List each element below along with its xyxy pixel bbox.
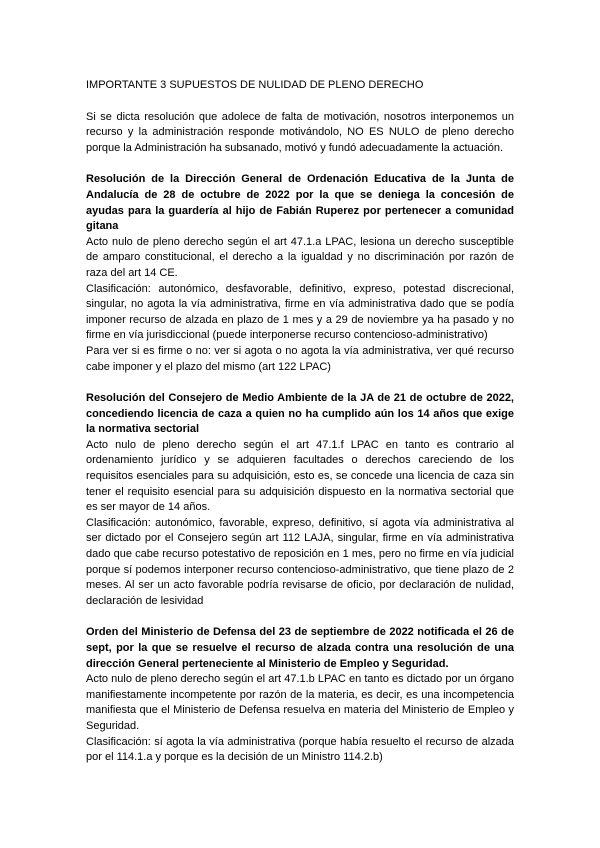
section-paragraph: Clasificación: autonómico, desfavorable, definitivo, expreso, potestad discrecional, singular, no agota la vía administrativa, firme en vía administrativa dado que se podía imponer recurso de alzada en plazo de 1 mes y a 29 de noviembre ya ha pasado y no firme en vía jurisdiccional (puede interponerse recurso contencioso-administrativo) <box>86 282 514 342</box>
section-paragraph: Acto nulo de pleno derecho según el art 47.1.b LPAC en tanto es dictado por un órgano manifiestamente incompetente por razón de la materia, es decir, es una incompetencia manifiesta que el Ministerio de Defensa resuelva en materia del Ministerio de Empleo y Seguridad. <box>86 673 514 732</box>
section-paragraph: Para ver si es firme o no: ver si agota o no agota la vía administrativa, ver qué recurso cabe imponer y el plazo del mismo (art 122 LPAC) <box>86 344 514 373</box>
section-paragraph: Acto nulo de pleno derecho según el art 47.1.f LPAC en tanto es contrario al ordenamiento jurídico y se adquieren facultades o derechos careciendo de los requisitos esenciales para su adquisición, esto es, se concede una licencia de caza sin tener el requisito esencial para su adquisición dispuesto en la normativa sectorial que es ser mayor de 14 años. <box>86 438 514 514</box>
section-paragraph: Clasificación: sí agota la vía administrativa (porque había resuelto el recurso de alzada por el 114.1.a y porque es la decisión de un Ministro 114.2.b) <box>86 735 514 764</box>
section-environment-resolution <box>86 391 514 609</box>
section-heading: Resolución de la Dirección General de Ordenación Educativa de la Junta de Andalucía de 28 de octubre de 2022 por la que se deniega la concesión de ayudas para la guardería al hijo de Fabián Ruperez por pertenecer a comunidad gitana <box>86 173 514 233</box>
section-education-resolution <box>86 172 514 375</box>
section-paragraph: Clasificación: autonómico, favorable, expreso, definitivo, sí agota vía administrativa al ser dictado por el Consejero según art 112 LAJA, singular, firme en vía administrativa dado que cabe recurso potestativo de reposición en 1 mes, pero no firme en vía judicial porque sí podemos interponer recurso contencioso-administrativo, que tiene plazo de 2 meses. Al ser un acto favorable podría revisarse de oficio, por declaración de nulidad, declaración de lesividad <box>86 516 514 607</box>
section-heading: Resolución del Consejero de Medio Ambiente de la JA de 21 de octubre de 2022, concediendo licencia de caza a quien no ha cumplido aún los 14 años que exige la normativa sectorial <box>86 392 514 436</box>
section-heading: Orden del Ministerio de Defensa del 23 de septiembre de 2022 notificada el 26 de sept, por la que se resuelve el recurso de alzada contra una resolución de una dirección General perteneciente al Ministerio de Empleo y Seguridad. <box>86 626 514 670</box>
intro-paragraph: Si se dicta resolución que adolece de falta de motivación, nosotros interponemos un recurso y la administración responde motivándolo, NO ES NULO de pleno derecho porque la Administración ha subsanado, motivó y fundó adecuadamente la actuación. <box>86 110 514 154</box>
document-page <box>86 78 514 782</box>
section-paragraph: Acto nulo de pleno derecho según el art 47.1.a LPAC, lesiona un derecho susceptible de amparo constitucional, el derecho a la igualdad y no discriminación por razón de raza del art 14 CE. <box>86 235 514 279</box>
document-title: IMPORTANTE 3 SUPUESTOS DE NULIDAD DE PLENO DERECHO <box>86 79 424 91</box>
section-defense-order <box>86 625 514 765</box>
